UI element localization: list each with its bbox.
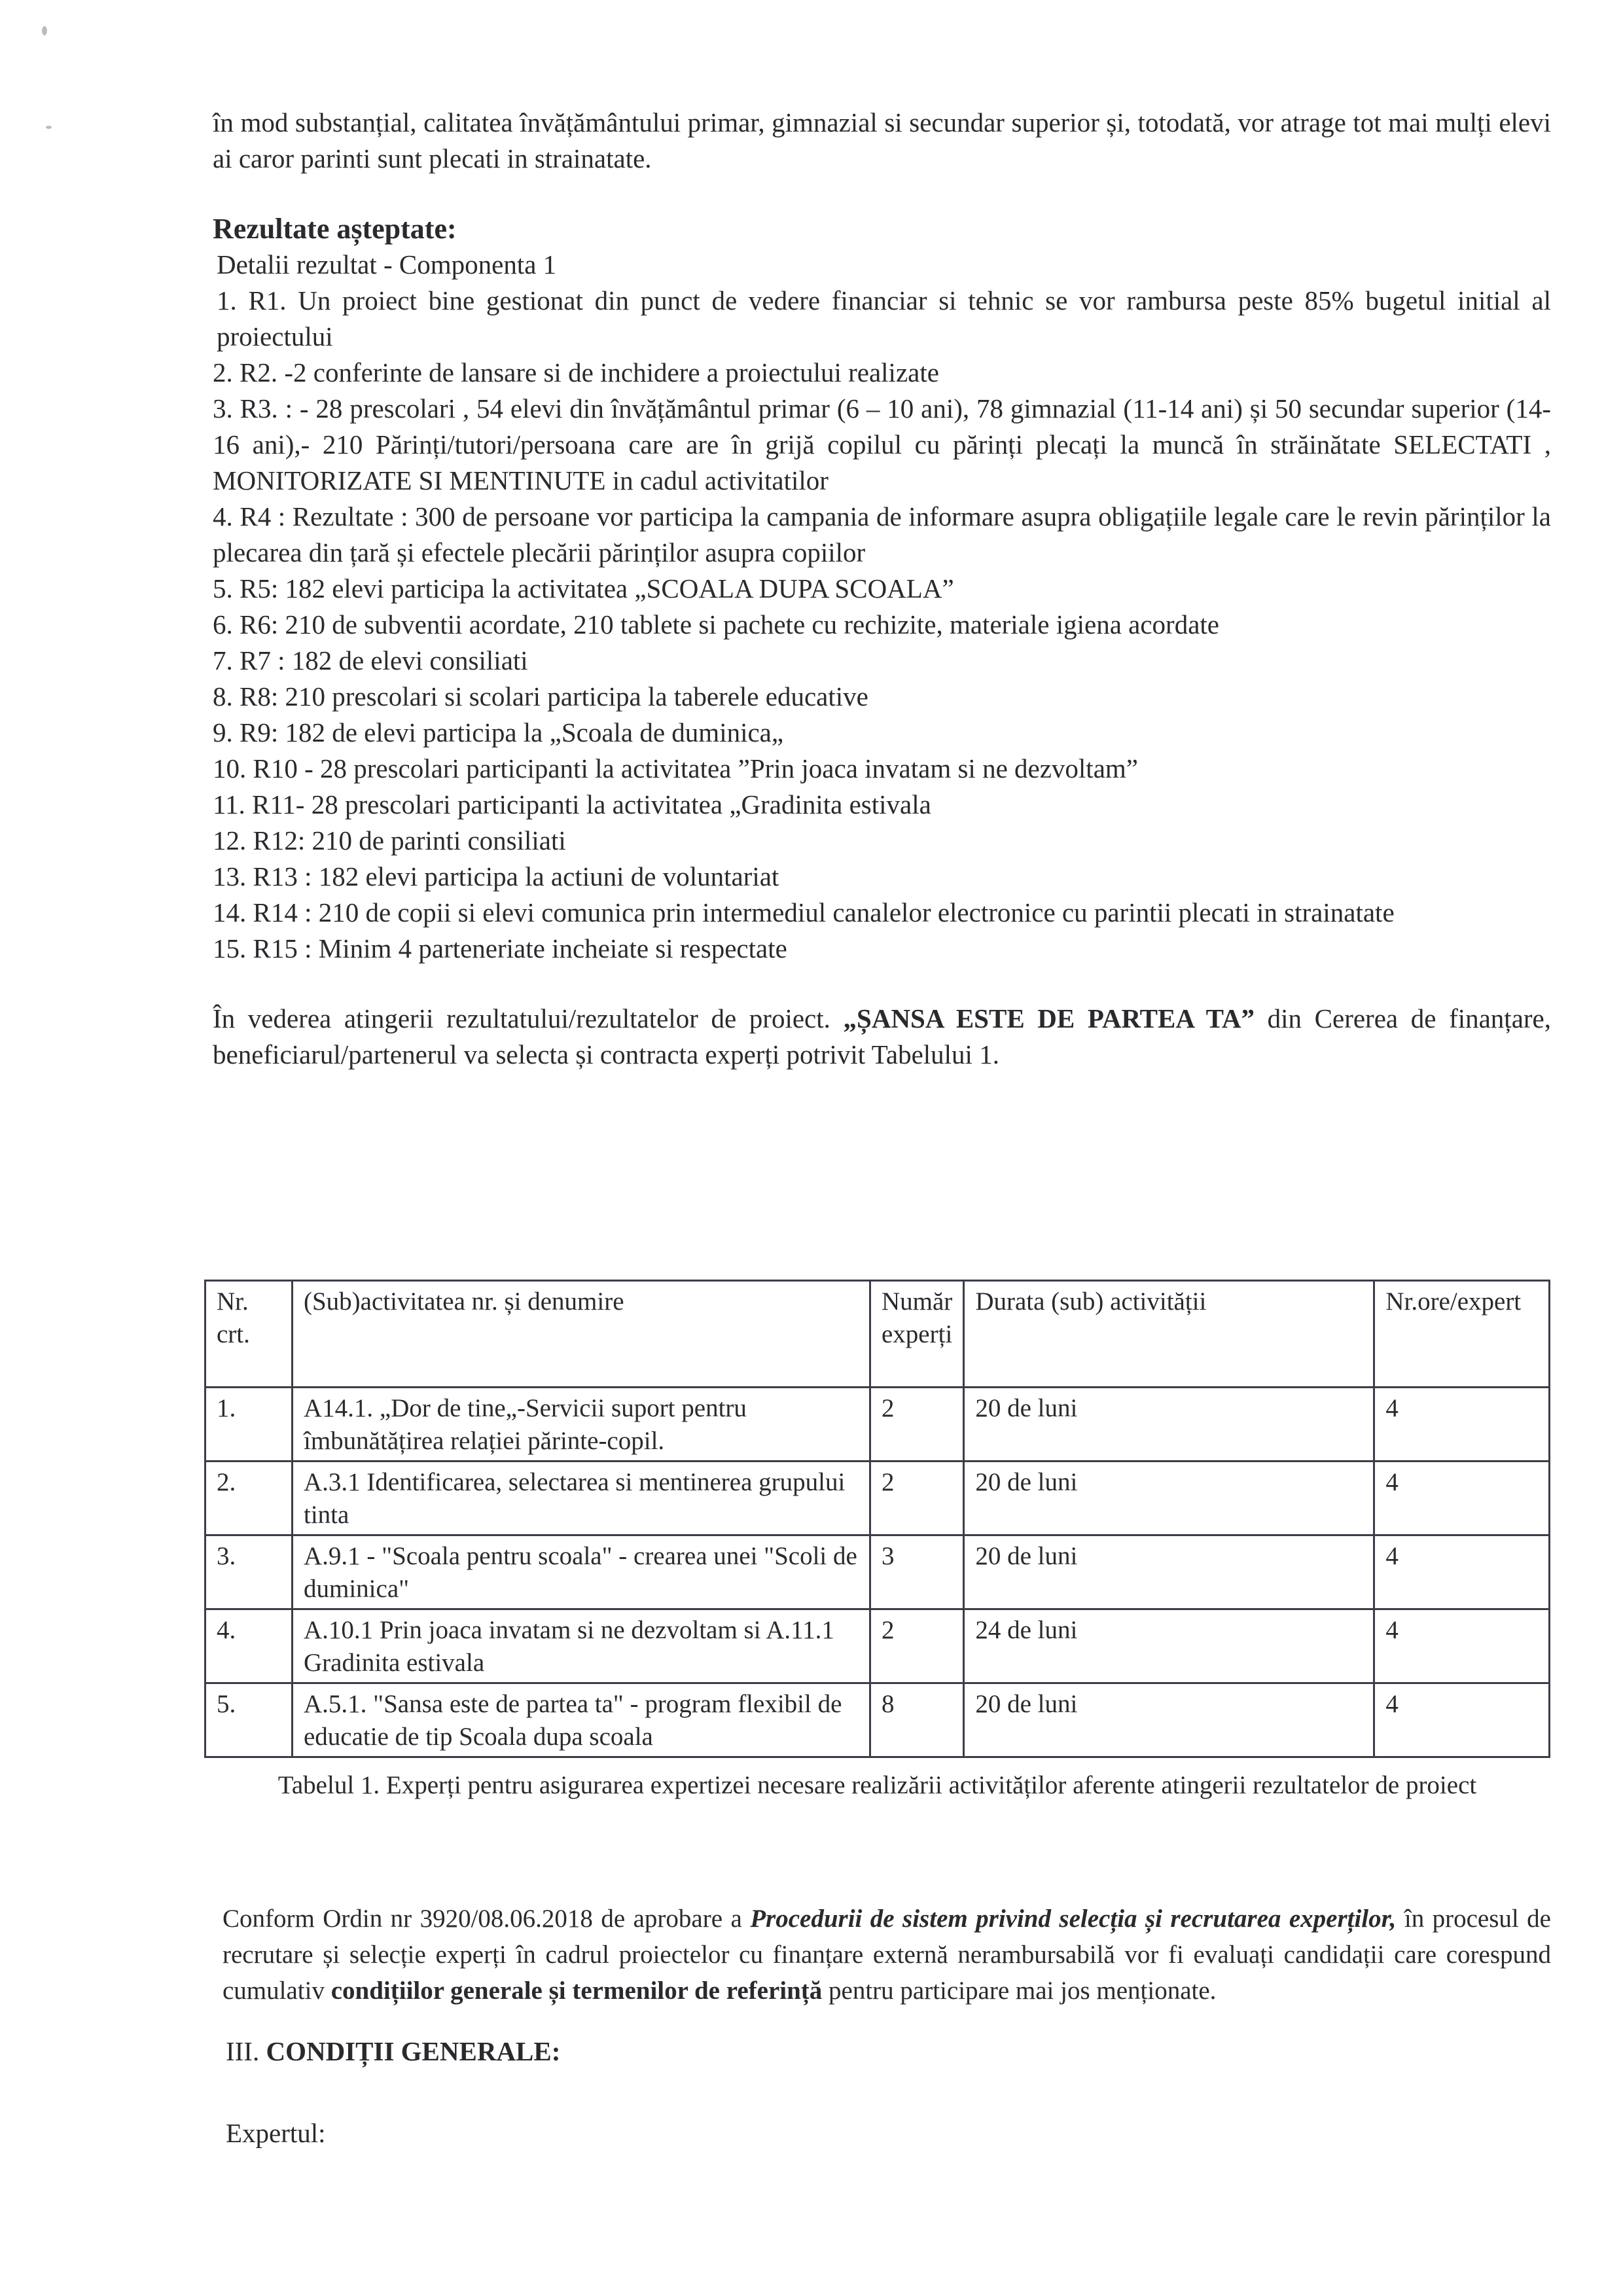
cell-hours: 4 [1374,1535,1550,1609]
table-header-row [205,1281,1550,1388]
result-item: 8. R8: 210 prescolari si scolari participa la taberele educative [213,681,868,711]
result-item: 2. R2. -2 conferinte de lansare si de inchidere a proiectului realizate [213,357,939,387]
result-item: 6. R6: 210 de subventii acordate, 210 tablete si pachete cu rechizite, materiale igiena acordate [213,609,1219,639]
project-name: „ȘANSA ESTE DE PARTEA TA” [843,1003,1255,1033]
scan-artifact-dot [42,26,47,35]
cell-experts: 3 [870,1535,964,1609]
project-paragraph-rest: din Cererea de finanțare, beneficiarul/partenerul va selecta și contracta experți potrivit Tabelului 1. [213,1003,1551,1069]
section-heading [226,2036,560,2067]
cell-hours: 4 [1374,1683,1550,1757]
cell-nr: 3. [205,1535,293,1609]
conform-middle: în procesul de recrutare și selecție experți în cadrul proiectelor cu finanțare externă nerambursabilă vor fi evaluați candidații care corespund cumulativ [223,1905,1551,2005]
intro-paragraph: în mod substanțial, calitatea învățământului primar, gimnazial si secundar superior și, totodată, vor atrage tot mai mulți elevi ai caror parinti sunt plecati in strainatate. [213,107,1551,173]
procedure-title: Procedurii de sistem privind selecția și recrutarea experților, [750,1905,1397,1933]
project-paragraph-intro: În vederea atingerii rezultatului/rezultatelor de proiect. [213,1003,844,1033]
header-duration: Durata (sub) activității [964,1281,1374,1388]
result-item: 4. R4 : Rezultate : 300 de persoane vor participa la campania de informare asupra obligațiile legale care le revin părinților la plecarea din țară și efectele plecării părinților asupra copiilor [213,501,1551,567]
table-row [205,1683,1550,1757]
result-item: 1. R1. Un proiect bine gestionat din punct de vedere financiar si tehnic se vor rambursa peste 85% bugetul initial al proiectului [217,285,1551,351]
result-item: 3. R3. : - 28 prescolari , 54 elevi din învățământul primar (6 – 10 ani), 78 gimnazial (11-14 ani) și 50 secundar superior (14-16 ani),- 210 Părinți/tutori/persoana care are în grijă copilul cu părinți plecați la muncă în străinătate SELECTATI , MONITORIZATE SI MENTINUTE in cadul activitatilor [213,393,1551,495]
table-row [205,1462,1550,1535]
cell-activity: A14.1. „Dor de tine„-Servicii suport pentru îmbunătățirea relației părinte-copil. [293,1388,870,1462]
result-item: 11. R11- 28 prescolari participanti la activitatea „Gradinita estivala [213,789,931,819]
header-nr-crt: Nr. crt. [205,1281,293,1388]
conform-end: pentru participare mai jos menționate. [822,1977,1217,2005]
document-body [213,105,1551,1073]
project-paragraph [213,1001,1551,1073]
cell-duration: 20 de luni [964,1683,1374,1757]
scan-artifact-dot [46,126,52,129]
cell-duration: 24 de luni [964,1609,1374,1683]
cell-experts: 8 [870,1683,964,1757]
result-item: 10. R10 - 28 prescolari participanti la activitatea ”Prin joaca invatam si ne dezvoltam” [213,753,1138,783]
table-row [205,1609,1550,1683]
experts-table [204,1280,1550,1758]
cell-activity: A.10.1 Prin joaca invatam si ne dezvoltam si A.11.1 Gradinita estivala [293,1609,870,1683]
conform-intro: Conform Ordin nr 3920/08.06.2018 de aprobare a [223,1905,751,1933]
results-subheading: Detalii rezultat - Componenta 1 [217,249,557,279]
result-item: 13. R13 : 182 elevi participa la actiuni de voluntariat [213,861,779,891]
result-item: 5. R5: 182 elevi participa la activitatea „SCOALA DUPA SCOALA” [213,573,954,603]
header-number-experts: Număr experți [870,1281,964,1388]
table-row [205,1535,1550,1609]
cell-duration: 20 de luni [964,1462,1374,1535]
header-subactivity: (Sub)activitatea nr. și denumire [293,1281,870,1388]
cell-activity: A.5.1. "Sansa este de partea ta" - program flexibil de educatie de tip Scoala dupa scoala [293,1683,870,1757]
table-caption: Tabelul 1. Experți pentru asigurarea expertizei necesare realizării activităților aferente atingerii rezultatelor de proiect [277,1771,1477,1799]
cell-hours: 4 [1374,1462,1550,1535]
conform-paragraph [223,1901,1551,2009]
cell-duration: 20 de luni [964,1388,1374,1462]
cell-duration: 20 de luni [964,1535,1374,1609]
conditions-emphasis: condițiilor generale și termenilor de referință [330,1977,823,2005]
result-item: 15. R15 : Minim 4 parteneriate incheiate si respectate [213,933,787,963]
cell-nr: 1. [205,1388,293,1462]
cell-nr: 5. [205,1683,293,1757]
section-title: CONDIȚII GENERALE: [266,2036,561,2066]
cell-nr: 4. [205,1609,293,1683]
cell-hours: 4 [1374,1388,1550,1462]
cell-nr: 2. [205,1462,293,1535]
result-item: 12. R12: 210 de parinti consiliati [213,825,566,855]
results-list [213,283,1551,967]
table-row [205,1388,1550,1462]
result-item: 7. R7 : 182 de elevi consiliati [213,645,528,675]
cell-activity: A.3.1 Identificarea, selectarea si mentinerea grupului tinta [293,1462,870,1535]
cell-activity: A.9.1 - "Scoala pentru scoala" - crearea unei "Scoli de duminica" [293,1535,870,1609]
cell-experts: 2 [870,1609,964,1683]
cell-experts: 2 [870,1462,964,1535]
header-hours-per-expert: Nr.ore/expert [1374,1281,1550,1388]
result-item: 14. R14 : 210 de copii si elevi comunica prin intermediul canalelor electronice cu parintii plecati in strainatate [213,897,1395,927]
expertul-label: Expertul: [226,2118,326,2148]
result-item: 9. R9: 182 de elevi participa la „Scoala de duminica„ [213,717,784,747]
cell-experts: 2 [870,1388,964,1462]
section-number: III. [226,2036,266,2066]
results-heading: Rezultate așteptate: [213,213,457,245]
cell-hours: 4 [1374,1609,1550,1683]
